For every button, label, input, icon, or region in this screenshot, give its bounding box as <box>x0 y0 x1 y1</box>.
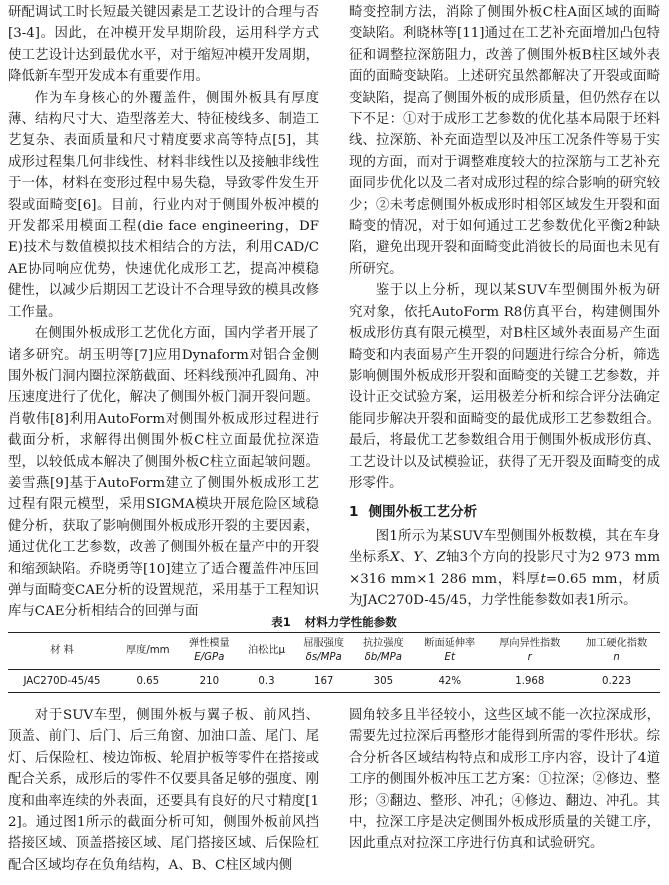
header-symbol: δs/MPa <box>305 652 342 663</box>
right-column-bottom <box>349 705 660 855</box>
variable: Y <box>413 550 423 566</box>
table-header-row <box>8 633 660 670</box>
header-label: 断面延伸率 <box>424 638 476 649</box>
left-column-top <box>8 2 319 623</box>
table-header-cell <box>180 633 240 670</box>
header-label: 抗拉强度 <box>362 638 404 649</box>
table-header-cell <box>573 633 660 670</box>
table-cell: 167 <box>313 675 334 687</box>
header-symbol: δb/MPa <box>364 652 402 663</box>
table-header-cell <box>354 633 414 670</box>
table-cell: 0.65 <box>136 675 160 687</box>
header-symbol: E/GPa <box>194 652 225 663</box>
table-header-cell <box>116 633 180 670</box>
table-cell: 210 <box>199 675 220 687</box>
right-column-top <box>349 2 660 611</box>
text-run: 、 <box>399 550 414 566</box>
header-label: 泊松比μ <box>248 645 286 656</box>
header-label: 厚向异性指数 <box>499 638 561 649</box>
table-header-cell <box>486 633 573 670</box>
table-header-cell <box>239 633 294 670</box>
table-cell: JAC270D-45/45 <box>23 675 101 687</box>
header-symbol: r <box>527 652 532 663</box>
section-title: 侧围外板工艺分析 <box>368 504 478 521</box>
header-label: 弹性模量 <box>188 638 230 649</box>
table-cell: 42% <box>438 675 462 687</box>
text-run: 、 <box>422 550 437 566</box>
table-cell: 1.968 <box>515 675 545 687</box>
paragraph: 畸变控制方法，消除了侧围外板C柱A面区域的面畸变缺陷。利晓林等[11]通过在工艺补充面增加凸包特征和调整拉深筋阻力，改善了侧围外板B柱区域外表面的面畸变缺陷。上述研究虽然都解决了开裂或面畸变缺陷，提高了侧围外板的成形质量，但仍然存在以下不足：①对于成形工艺参数的优化基本局限于坯料线、拉深筋、补充面造型以及冲压工况条件等易于实现的方面，而对于调整难度较大的拉深筋与工艺补充面同步优化以及二者对成形过程的综合影响的研究较少；②未考虑侧围外板成形时相邻区域发生开裂和面畸变的情况，对于如何通过工艺参数优化平衡2种缺陷，避免出现开裂和面畸变此消彼长的局面也未见有所研究。 <box>349 5 660 277</box>
table-cell: 0.223 <box>602 675 632 687</box>
variable: t <box>540 571 546 587</box>
table-cell: 0.3 <box>258 675 275 687</box>
text-run: 轴3个方向的投影尺寸为2 973 mm×316 mm×1 286 mm，料厚 <box>349 550 661 587</box>
table-header-cell <box>8 633 116 670</box>
table-header-cell <box>413 633 486 670</box>
header-label: 屈服强度 <box>303 638 345 649</box>
section-number: 1 <box>349 504 359 521</box>
table-cell: 305 <box>373 675 394 687</box>
table-row <box>8 670 660 693</box>
paragraph: 鉴于以上分析，现以某SUV车型侧围外板为研究对象，依托AutoForm R8仿真平台，构建侧围外板成形仿真有限元模型，对B柱区域外表面易产生面畸变和内表面易产生开裂的问题进行综合分析，筛选影响侧围外板成形开裂和面畸变的关键工艺参数，并设计正交试验方案，运用极差分析和综合评分法确定能同步解决开裂和面畸变的最优成形工艺参数组合。最后，将最优工艺参数组合用于侧围外板成形仿真、工艺设计以及试模验证，获得了无开裂及面畸变的成形零件。 <box>349 283 660 491</box>
paragraph: 圆角较多且半径较小，这些区域不能一次拉深成形，需要先过拉深后再整形才能得到所需的零件形状。综合分析各区域结构特点和成形工序内容，设计了4道工序的侧围外板冲压工艺方案：①拉深；②修边、整形；③翻边、整形、冲孔；④修边、翻边、冲孔。其中，拉深工序是决定侧围外板成形质量的关键工序，因此重点对拉深工序进行仿真和试验研究。 <box>349 708 660 852</box>
paragraph: 作为车身核心的外覆盖件，侧围外板具有厚度薄、结构尺寸大、造型落差大、特征棱线多、制造工艺复杂、表面质量和尺寸精度要求高等特点[5]，其成形过程集几何非线性、材料非线性以及接触非线性于一体，材料在变形过程中易失稳，导致零件发生开裂或面畸变[6]。目前，行业内对于侧围外板冲模的开发都采用模面工程(die face engineering，DFE)技术与数值模拟技术相结合的方法，利用CAD/CAE协同响应优势，快速优化成形工艺，提高冲模稳健性，以减少后期因工艺设计不合理导致的模具改修工作量。 <box>8 90 319 320</box>
header-label: 厚度/mm <box>125 645 170 656</box>
header-label: 加工硬化指数 <box>586 638 648 649</box>
paragraph: 在侧围外板成形工艺优化方面，国内学者开展了诸多研究。胡玉明等[7]应用Dynaform对铝合金侧围外板门洞内圈拉深筋截面、坯料线预冲孔圆角、冲压速度进行了优化，解决了侧围外板门洞开裂问题。肖敬伟[8]利用AutoForm对侧围外板成形过程进行截面分析，求解得出侧围外板C柱立面最优拉深造型，以较低成本解决了侧围外板C柱立面起皱问题。姜雪燕[9]基于AutoForm建立了侧围外板成形工艺过程有限元模型，采用SIGMA模块开展危险区域稳健分析，获取了影响侧围外板成形开裂的主要因素，通过优化工艺参数，改善了侧围外板在量产中的开裂和缩颈缺陷。乔晓勇等[10]建立了适合覆盖件冲压回弹与面畸变CAE分析的设置规范，采用基于工程知识库与CAE分析相结合的回弹与面 <box>8 326 319 620</box>
material-properties-table <box>8 612 660 693</box>
section-heading <box>349 502 660 523</box>
paragraph: 对于SUV车型，侧围外板与翼子板、前风挡、顶盖、前门、后门、后三角窗、加油口盖、尾门、尾灯、后保险杠、棱边饰板、轮眉护板等零件在搭接或配合关系，成形后的零件不仅要具备足够的强度、刚度和曲率连续的外表面，还要具有良好的尺寸精度[12]。通过图1所示的截面分析可知，侧围外板前风挡搭接区域、顶盖搭接区域、尾门搭接区域、后保险杠配合区域均存在负角结构，A、B、C柱区域内侧 <box>8 708 319 873</box>
table-number: 表1 <box>271 615 291 629</box>
left-column-bottom <box>8 705 319 876</box>
table-caption <box>8 612 660 632</box>
header-label: 材 料 <box>50 645 74 656</box>
header-symbol: n <box>613 652 620 663</box>
header-symbol: Et <box>444 652 455 663</box>
paragraph: 研配调试工时长短最关键因素是工艺设计的合理与否[3-4]。因此，在冲模开发早期阶段，运用科学方式使工艺设计达到最优水平，对于缩短冲模开发周期，降低新车型开发成本有重要作用。 <box>8 5 319 85</box>
paragraph <box>349 526 660 612</box>
table <box>8 632 660 693</box>
table-title: 材料力学性能参数 <box>304 615 397 629</box>
text-run: 图1所示为某SUV车型侧围外板数模，其在车身坐标系 <box>349 528 660 566</box>
variable: X <box>390 550 400 566</box>
text-run: =0.65 mm，材质为JAC270D-45/45，力学性能参数如表1所示。 <box>349 571 660 608</box>
variable: Z <box>436 550 446 566</box>
table-header-cell <box>294 633 354 670</box>
